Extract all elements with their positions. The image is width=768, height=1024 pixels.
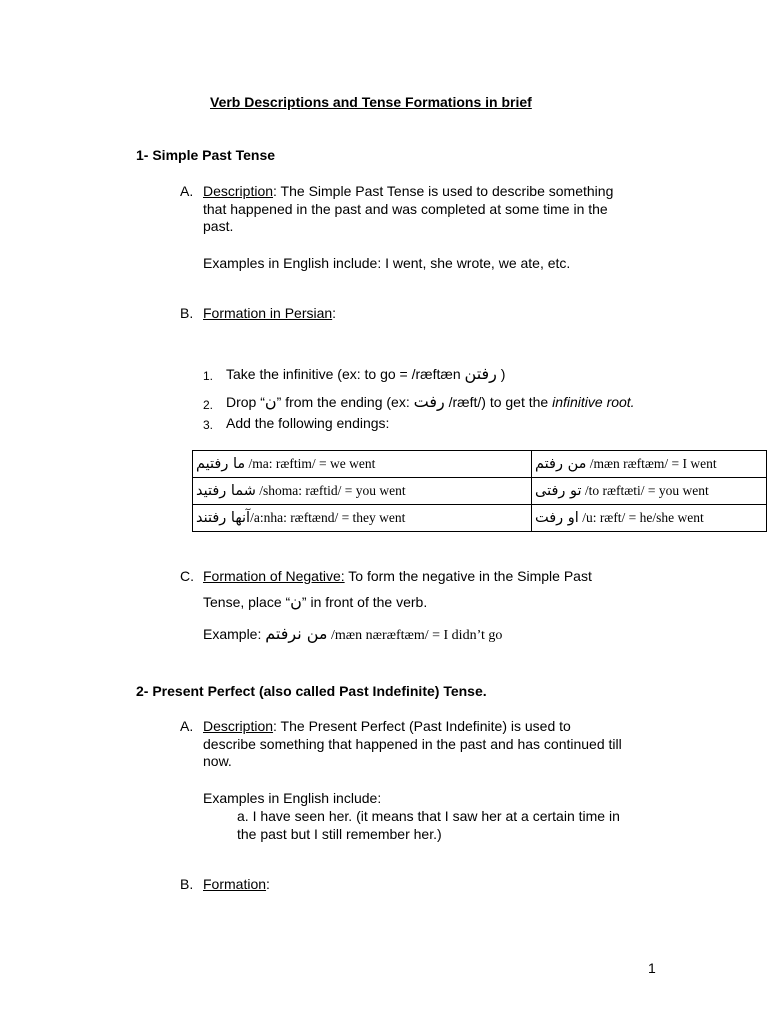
step-text: Take the infinitive (ex: to go = /ræftæn xyxy=(226,366,465,382)
step-number: 2. xyxy=(203,398,214,412)
example-a-line-2: the past but I still remember her.) xyxy=(237,826,442,842)
negative-example xyxy=(203,624,502,644)
colon: : xyxy=(332,305,337,321)
document-title: Verb Descriptions and Tense Formations in brief xyxy=(210,94,532,110)
section-2-a-description xyxy=(203,718,622,771)
negative-line-2 xyxy=(203,592,427,611)
description-text-line: describe something that happened in the past and has continued till xyxy=(203,735,622,752)
step-text: Drop “ xyxy=(226,394,265,410)
description-text-line: now. xyxy=(203,753,232,769)
persian-verb: آنها رفتند xyxy=(196,510,251,526)
section-1-a-marker: A. xyxy=(180,183,194,199)
transliteration: /ma: ræftim/ = we went xyxy=(245,456,376,471)
description-text-line: : The Simple Past Tense is used to describe something xyxy=(273,183,614,199)
persian-word: رفت xyxy=(413,392,445,411)
persian-letter: ن xyxy=(264,392,277,411)
table-cell xyxy=(193,451,532,478)
transliteration: /a:nha: ræftænd/ = they went xyxy=(250,510,406,525)
description-label: Description xyxy=(203,718,274,734)
step-number: 3. xyxy=(203,418,214,432)
negative-line-1 xyxy=(203,568,592,584)
endings-table xyxy=(192,450,767,532)
persian-verb: من نرفتم xyxy=(265,624,328,643)
formation-label: Formation in Persian xyxy=(203,305,333,321)
colon: : xyxy=(266,876,270,892)
section-2-b-heading xyxy=(203,876,270,892)
section-2-heading: 2- Present Perfect (also called Past Indefinite) Tense. xyxy=(136,683,487,699)
table-row xyxy=(193,505,767,532)
section-1-b-heading xyxy=(203,305,336,321)
negative-text: ” in front of the verb. xyxy=(301,594,428,610)
step-1 xyxy=(226,364,505,383)
section-1-heading: 1- Simple Past Tense xyxy=(136,147,276,163)
section-1-a-description xyxy=(203,183,613,236)
table-row xyxy=(193,478,767,505)
section-2-b-marker: B. xyxy=(180,876,194,892)
table-cell xyxy=(532,505,767,532)
section-1-examples: Examples in English include: I went, she wrote, we ate, etc. xyxy=(203,255,571,271)
persian-verb: تو رفتی xyxy=(535,483,582,499)
transliteration: /mæn ræftæm/ = I went xyxy=(586,456,717,471)
persian-word: رفتن xyxy=(464,364,497,383)
table-cell xyxy=(532,451,767,478)
persian-verb: ما رفتیم xyxy=(196,456,246,472)
section-2-examples: Examples in English include: xyxy=(203,790,382,806)
description-text-line: : The Present Perfect (Past Indefinite) is used to xyxy=(273,718,571,734)
step-3: Add the following endings: xyxy=(226,415,390,431)
persian-verb: من رفتم xyxy=(535,456,587,472)
formation-label: Formation xyxy=(203,876,267,892)
example-a-line-1: a. I have seen her. (it means that I saw her at a certain time in xyxy=(237,808,620,824)
step-text: ” from the ending (ex: xyxy=(276,394,414,410)
negative-label: Formation of Negative: xyxy=(203,568,345,584)
table-cell xyxy=(532,478,767,505)
table-cell xyxy=(193,505,532,532)
description-label: Description xyxy=(203,183,274,199)
step-text: /ræft/) to get the xyxy=(444,394,553,410)
step-number: 1. xyxy=(203,369,214,383)
section-1-c-marker: C. xyxy=(180,568,194,584)
persian-verb: شما رفتید xyxy=(196,483,256,499)
table-row xyxy=(193,451,767,478)
negative-text: To form the negative in the Simple Past xyxy=(344,568,592,584)
step-text: ) xyxy=(496,366,506,382)
persian-verb: او رفت xyxy=(535,510,579,526)
step-2 xyxy=(226,392,635,411)
transliteration: /shoma: ræftid/ = you went xyxy=(255,483,406,498)
persian-letter: ن xyxy=(290,592,302,611)
transliteration: /to ræftæti/ = you went xyxy=(581,483,709,498)
section-2-a-marker: A. xyxy=(180,718,194,734)
transliteration: /u: ræft/ = he/she went xyxy=(578,510,704,525)
page-number: 1 xyxy=(648,960,656,976)
description-text-line: past. xyxy=(203,218,234,234)
negative-text: Tense, place “ xyxy=(203,594,291,610)
section-1-b-marker: B. xyxy=(180,305,194,321)
transliteration: /mæn næræftæm/ = I didn’t go xyxy=(327,628,503,643)
infinitive-root-term: infinitive root. xyxy=(552,394,635,410)
description-text-line: that happened in the past and was completed at some time in the xyxy=(203,200,608,217)
example-label: Example: xyxy=(203,626,266,642)
table-cell xyxy=(193,478,532,505)
